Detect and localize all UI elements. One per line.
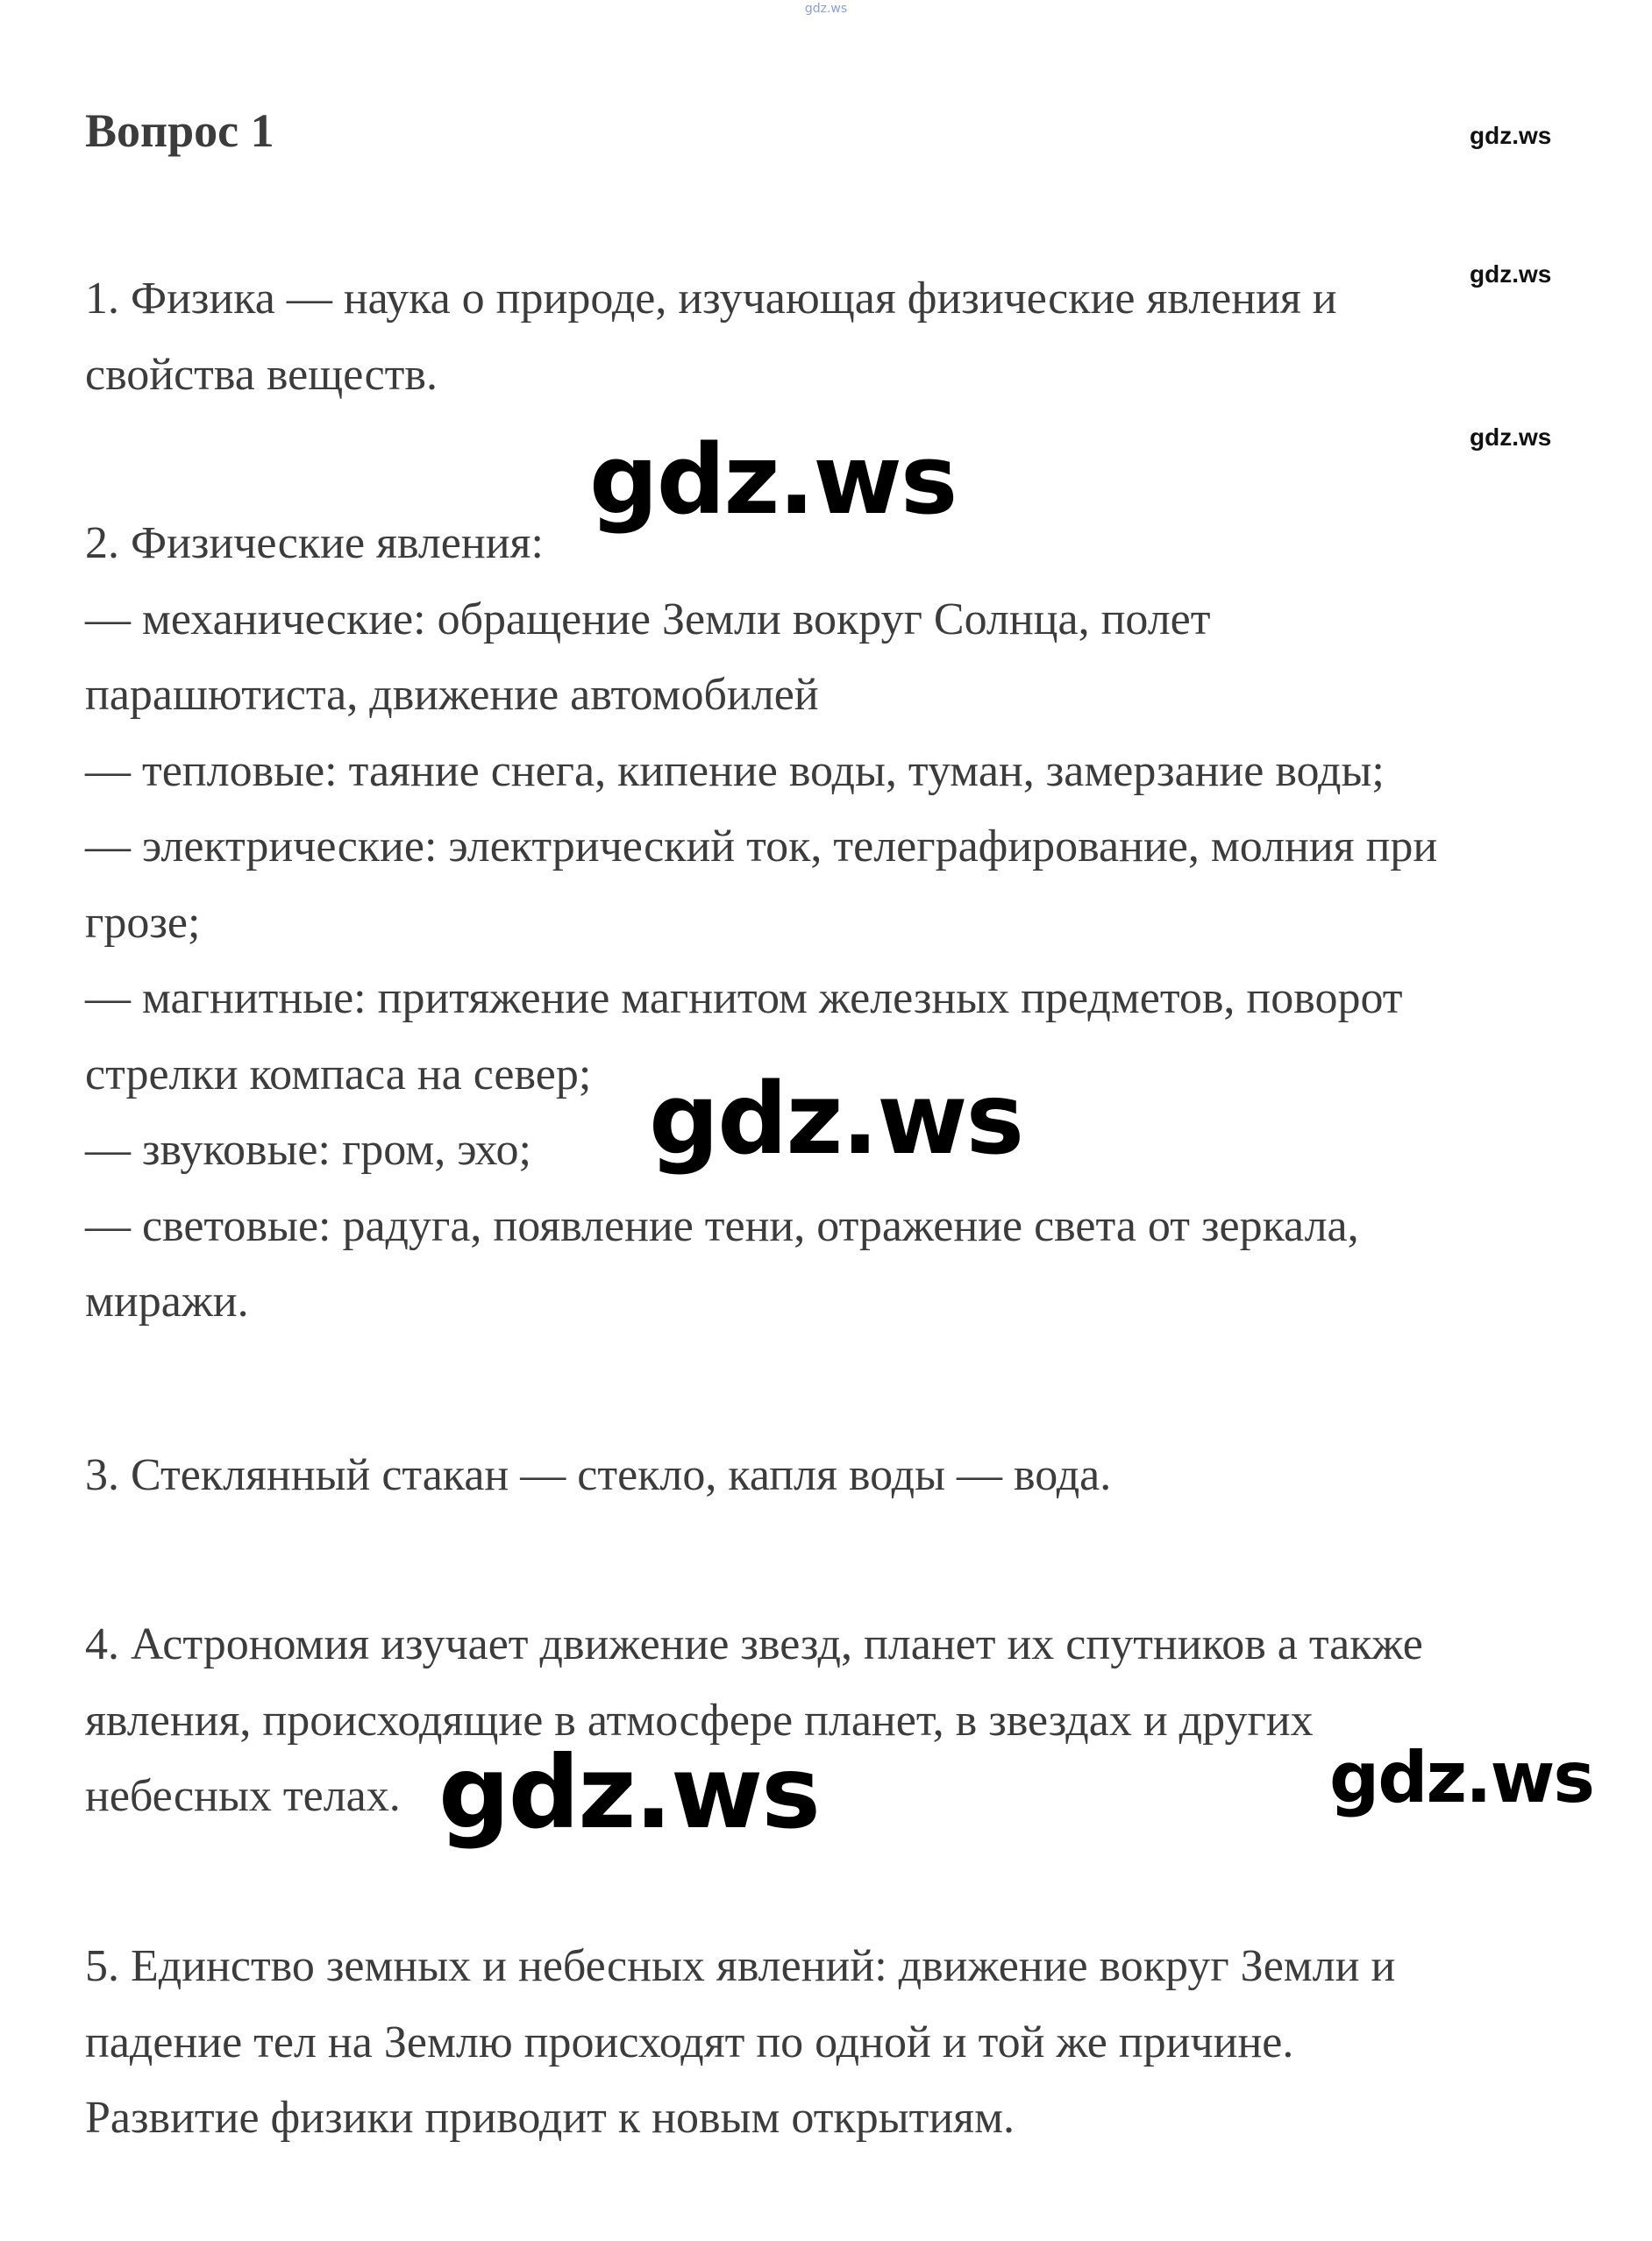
page-title: Вопрос 1 bbox=[85, 104, 274, 157]
answer-paragraph-1 bbox=[85, 261, 1611, 413]
paragraph-line: — электрические: электрический ток, телеграфирование, молния при bbox=[85, 822, 1438, 872]
answer-paragraph-2 bbox=[85, 506, 1611, 1341]
paragraph-line: — механические: обращение Земли вокруг Солнца, полет bbox=[85, 594, 1211, 644]
answer-paragraph-5 bbox=[85, 1929, 1611, 2157]
paragraph-line: 3. Стеклянный стакан — стекло, капля воды — вода. bbox=[85, 1450, 1112, 1500]
paragraph-line: свойства веществ. bbox=[85, 349, 438, 400]
watermark-top: gdz.ws bbox=[804, 2, 848, 16]
watermark-large: gdz.ws bbox=[1329, 1737, 1594, 1818]
answer-paragraph-3 bbox=[85, 1438, 1611, 1514]
paragraph-line: — световые: радуга, появление тени, отражение света от зеркала, bbox=[85, 1200, 1359, 1251]
paragraph-line: грозе; bbox=[85, 897, 201, 948]
paragraph-line: — тепловые: таяние снега, кипение воды, туман, замерзание воды; bbox=[85, 745, 1385, 796]
paragraph-line: парашютиста, движение автомобилей bbox=[85, 670, 819, 720]
watermark-small: gdz.ws bbox=[1470, 423, 1552, 451]
paragraph-line: стрелки компаса на север; bbox=[85, 1049, 592, 1099]
watermark-small: gdz.ws bbox=[1470, 122, 1552, 149]
paragraph-line: 1. Физика — наука о природе, изучающая физические явления и bbox=[85, 274, 1337, 324]
paragraph-line: миражи. bbox=[85, 1277, 249, 1327]
paragraph-line: небесных телах. bbox=[85, 1771, 401, 1821]
paragraph-line: явления, происходящие в атмосфере планет, в звездах и других bbox=[85, 1695, 1314, 1746]
watermark-large: gdz.ws bbox=[438, 1734, 820, 1851]
paragraph-line: — магнитные: притяжение магнитом железных предметов, поворот bbox=[85, 973, 1403, 1023]
paragraph-line: — звуковые: гром, эхо; bbox=[85, 1125, 531, 1175]
paragraph-line: падение тел на Землю происходят по одной и той же причине. bbox=[85, 2017, 1294, 2067]
paragraph-line: 4. Астрономия изучает движение звезд, планет их спутников а также bbox=[85, 1619, 1423, 1669]
paragraph-line: 5. Единство земных и небесных явлений: движение вокруг Земли и bbox=[85, 1941, 1396, 1991]
paragraph-line: Развитие физики приводит к новым открытиям. bbox=[85, 2093, 1015, 2143]
watermark-small: gdz.ws bbox=[1470, 260, 1552, 288]
watermark-large: gdz.ws bbox=[649, 1063, 1023, 1177]
paragraph-line: 2. Физические явления: bbox=[85, 518, 544, 568]
watermark-large: gdz.ws bbox=[589, 423, 957, 536]
